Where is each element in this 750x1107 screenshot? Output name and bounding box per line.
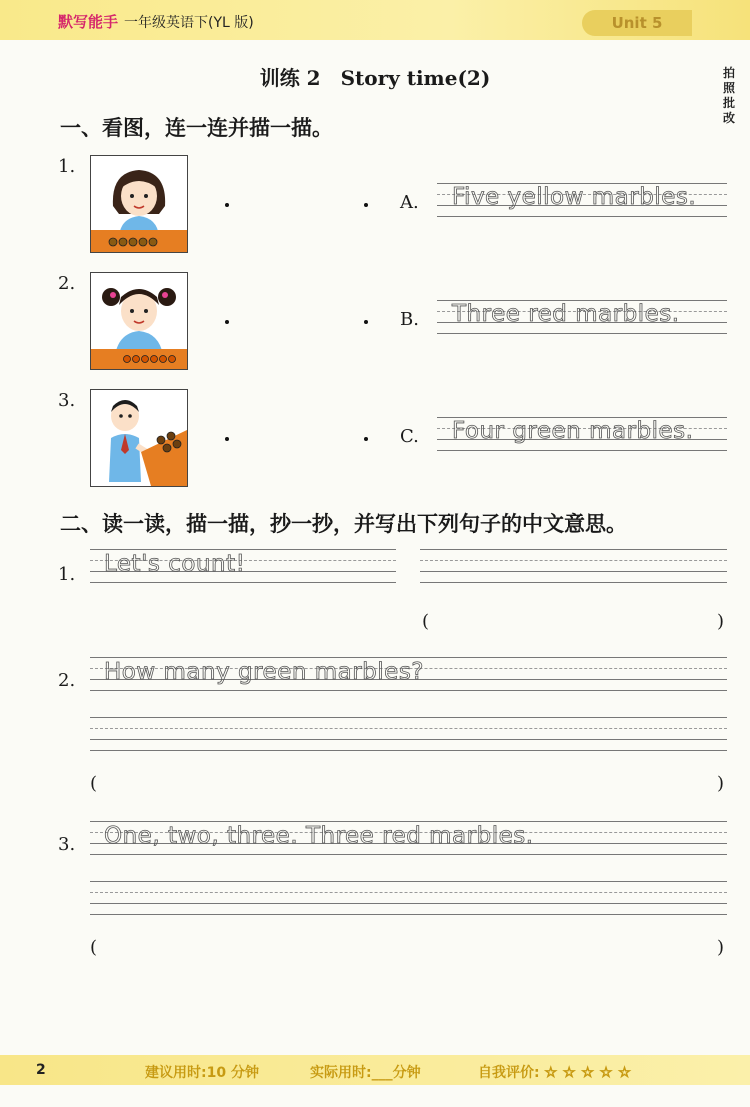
paren-close: ) (717, 773, 725, 794)
self-eval-label: 自我评价: (478, 1065, 540, 1081)
copy-lines[interactable] (90, 717, 727, 753)
section-2-heading: 二、读一读，描一描，抄一抄，并写出下列句子的中文意思。 (60, 512, 627, 536)
paren-close: ) (717, 611, 725, 632)
page-title: 训练 2 Story time(2) (259, 66, 491, 90)
side-char: 改 (722, 111, 735, 125)
star-icon[interactable]: ☆ (581, 1065, 594, 1081)
side-char: 拍 (722, 66, 735, 80)
suggested-time: 建议用时:10 分钟 (145, 1065, 259, 1081)
page-number: 2 (36, 1062, 46, 1078)
brand-name: 默写能手 (58, 13, 119, 31)
item-number: 3. (58, 834, 76, 855)
item-number: 3. (58, 390, 76, 411)
copy-lines[interactable] (90, 881, 727, 917)
trace-sentence: How many green marbles? (104, 659, 425, 685)
paren-close: ) (717, 937, 725, 958)
match-dot-right[interactable] (364, 320, 368, 324)
match-dot-right[interactable] (364, 437, 368, 441)
paren-open: ( (90, 773, 98, 794)
star-icon[interactable]: ☆ (618, 1065, 631, 1081)
footer-bar (0, 1055, 750, 1085)
trace-sentence: Let's count! (104, 551, 246, 577)
boy-marbles-picture (90, 389, 188, 487)
star-icon[interactable]: ☆ (599, 1065, 613, 1081)
item-number: 1. (58, 564, 76, 585)
item-number: 1. (58, 156, 76, 177)
item-number: 2. (58, 273, 76, 294)
match-dot-right[interactable] (364, 203, 368, 207)
trace-sentence: Four green marbles. (452, 418, 694, 444)
match-dot-left[interactable] (225, 203, 229, 207)
header-bar (0, 0, 750, 40)
option-letter: A. (400, 192, 419, 213)
paren-open: ( (90, 937, 98, 958)
item-number: 2. (58, 670, 76, 691)
trace-sentence: One, two, three. Three red marbles. (104, 823, 534, 849)
book-title: 一年级英语下(YL 版) (124, 15, 254, 31)
copy-lines[interactable] (420, 549, 727, 585)
paren-open: ( (422, 611, 430, 632)
self-evaluation (478, 1062, 632, 1082)
option-letter: B. (400, 309, 419, 330)
trace-sentence: Five yellow marbles. (452, 184, 697, 210)
star-icon[interactable]: ☆ (544, 1065, 558, 1081)
match-dot-left[interactable] (225, 437, 229, 441)
side-char: 照 (722, 81, 735, 95)
trace-sentence: Three red marbles. (452, 301, 680, 327)
girl-marbles-picture (90, 155, 188, 253)
section-1-heading: 一、看图，连一连并描一描。 (60, 116, 333, 140)
girl-pigtails-marbles-picture (90, 272, 188, 370)
star-icon[interactable]: ☆ (562, 1065, 576, 1081)
unit-tab: Unit 5 (582, 10, 692, 36)
option-letter: C. (400, 426, 419, 447)
match-dot-left[interactable] (225, 320, 229, 324)
side-char: 批 (722, 96, 735, 110)
actual-time: 实际用时:___分钟 (310, 1065, 421, 1081)
